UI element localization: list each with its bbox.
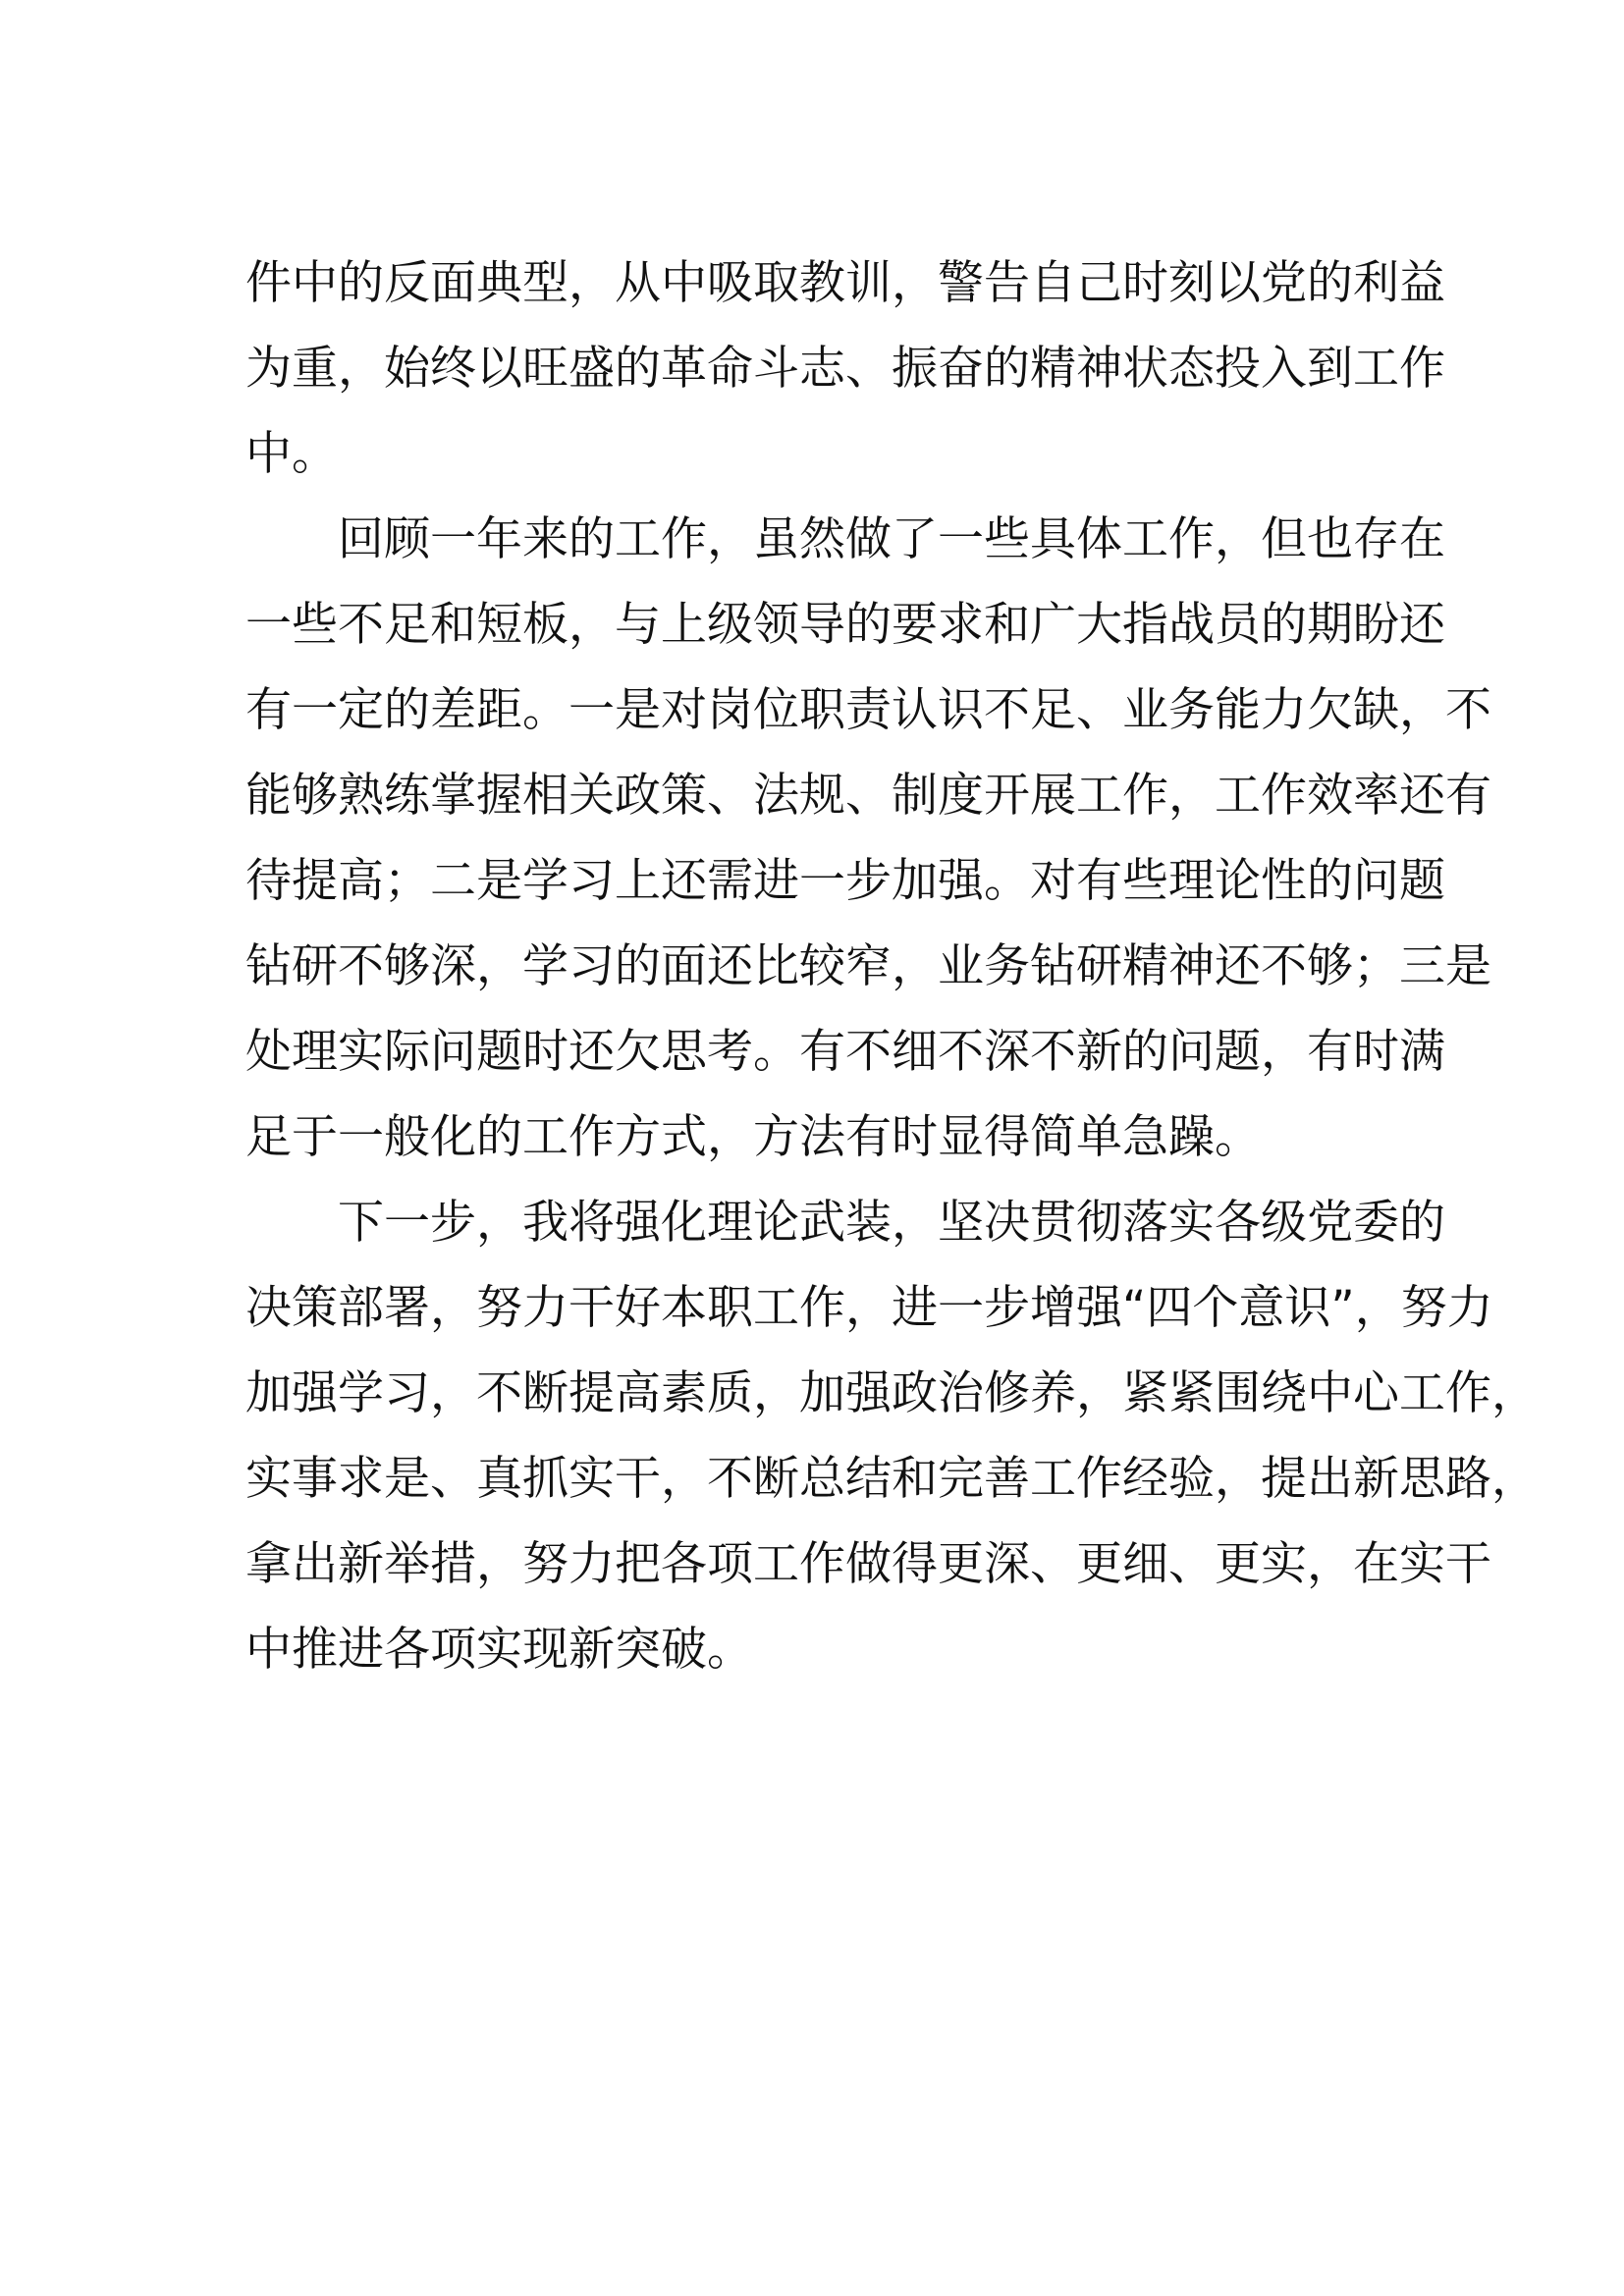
paragraph-review	[245, 497, 1491, 1180]
text-line: 能够熟练掌握相关政策、法规、制度开展工作，工作效率还有	[245, 769, 1491, 823]
text-line: 待提高；二是学习上还需进一步加强。对有些理论性的问题	[245, 854, 1445, 908]
text-line: 实事求是、真抓实干，不断总结和完善工作经验，提出新思路，	[245, 1452, 1538, 1506]
text-line: 为重，始终以旺盛的革命斗志、振奋的精神状态投入到工作	[245, 342, 1445, 396]
text-line: 加强学习，不断提高素质，加强政治修养，紧紧围绕中心工作，	[245, 1366, 1538, 1420]
text-line: 拿出新举措，努力把各项工作做得更深、更细、更实，在实干	[245, 1537, 1491, 1591]
text-line: 处理实际问题时还欠思考。有不细不深不新的问题，有时满	[245, 1025, 1445, 1079]
text-line: 一些不足和短板，与上级领导的要求和广大指战员的期盼还	[245, 598, 1445, 652]
text-line: 回顾一年来的工作，虽然做了一些具体工作，但也存在	[338, 512, 1445, 566]
text-line: 有一定的差距。一是对岗位职责认识不足、业务能力欠缺，不	[245, 683, 1491, 737]
paragraph-next-step	[245, 1180, 1538, 1692]
text-line: 中推进各项实现新突破。	[245, 1623, 753, 1677]
text-line: 足于一般化的工作方式，方法有时显得简单急躁。	[245, 1110, 1261, 1164]
text-line: 件中的反面典型，从中吸取教训，警告自己时刻以党的利益	[245, 256, 1445, 310]
paragraph-continuation	[245, 240, 1445, 497]
text-line: 钻研不够深，学习的面还比较窄，业务钻研精神还不够；三是	[245, 939, 1491, 993]
text-line: 决策部署，努力干好本职工作，进一步增强“四个意识”，努力	[245, 1281, 1493, 1335]
document-body	[245, 240, 1538, 1692]
text-line: 下一步，我将强化理论武装，坚决贯彻落实各级党委的	[338, 1196, 1445, 1250]
text-line: 中。	[245, 427, 338, 481]
